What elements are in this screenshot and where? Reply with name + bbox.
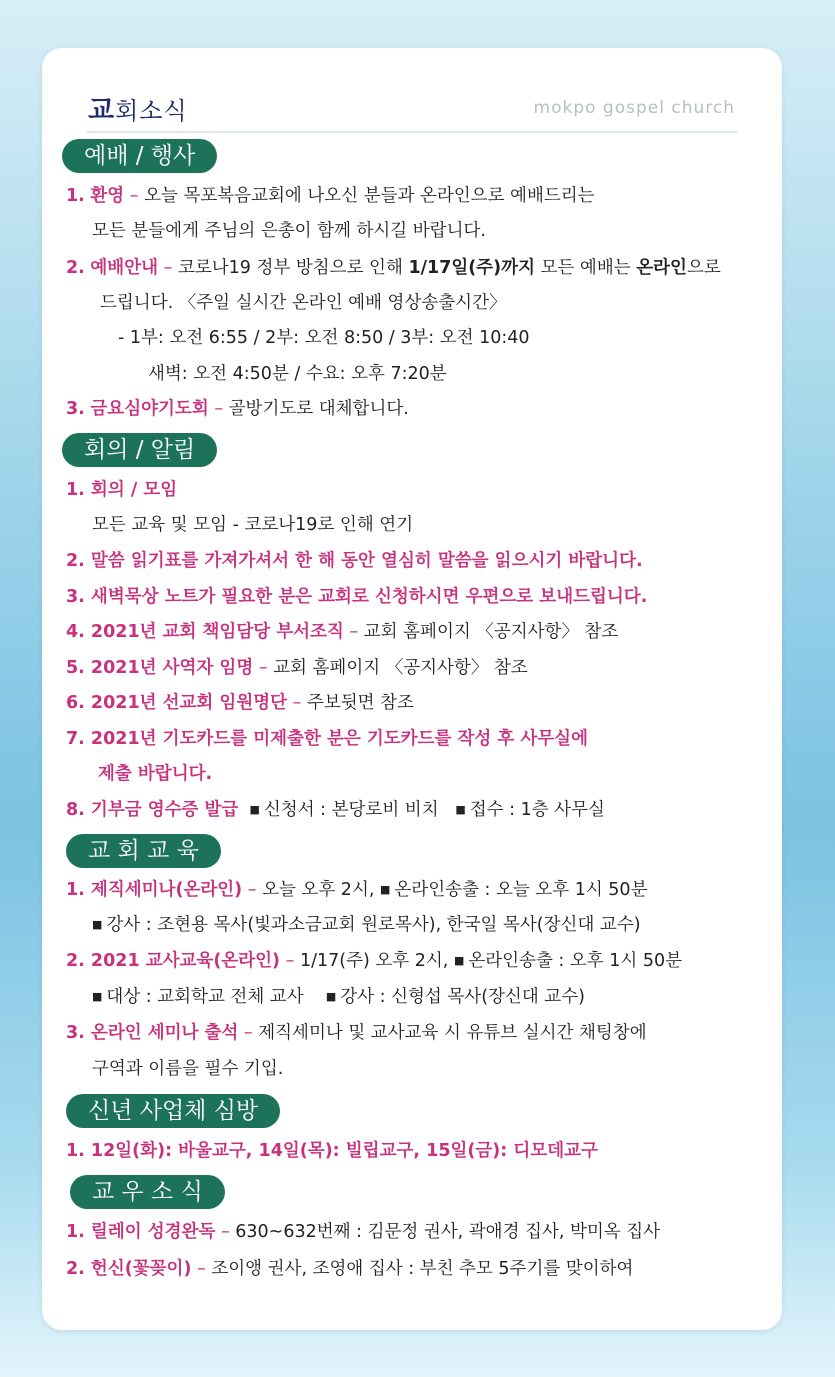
education-item-3: 3. 온라인 세미나 출석 – 제직세미나 및 교사교육 시 유튜브 실시간 채팅창에 [66,1023,647,1043]
meeting-item-8: 8. 기부금 영수증 발급 ■ 신청서 : 본당로비 비치 ■ 접수 : 1층 사무실 [66,800,605,820]
title-initial: 교 [88,95,116,126]
education-item-3-cont: 구역과 이름을 필수 기입. [92,1059,284,1079]
worship-item-2-cont: 드립니다. 〈주일 실시간 온라인 예배 영상송출시간〉 [100,293,507,313]
title-rest: 회소식 [115,97,188,125]
bullet-square-icon: ■ [453,954,465,967]
section-visitation-pill: 신년 사업체 심방 [66,1094,280,1128]
meeting-item-5: 5. 2021년 사역자 임명 – 교회 홈페이지 〈공지사항〉 참조 [66,658,528,678]
page-title [88,88,188,127]
visitation-item-1: 1. 12일(화): 바울교구, 14일(목): 빌립교구, 15일(금): 디모데교구 [66,1141,598,1161]
section-members-pill: 교 우 소 식 [70,1175,225,1209]
section-worship-pill: 예배 / 행사 [62,139,217,173]
meeting-item-3: 3. 새벽묵상 노트가 필요한 분은 교회로 신청하시면 우편으로 보내드립니다. [66,587,648,607]
meeting-item-1: 1. 회의 / 모임 [66,480,178,500]
church-subtitle: mokpo gospel church [533,98,735,118]
worship-times: - 1부: 오전 6:55 / 2부: 오전 8:50 / 3부: 오전 10:40 [118,328,530,348]
meeting-item-7: 7. 2021년 기도카드를 미제출한 분은 기도카드를 작성 후 사무실에 [66,729,588,749]
bullet-square-icon: ■ [325,990,337,1003]
header-divider [86,131,738,133]
bullet-square-icon: ■ [92,990,103,1003]
worship-item-2: 2. 예배안내 – 코로나19 정부 방침으로 인해 1/17일(주)까지 모든 예배는 온라인으로 [66,258,721,278]
meeting-item-4: 4. 2021년 교회 책임담당 부서조직 – 교회 홈페이지 〈공지사항〉 참조 [66,622,619,642]
meeting-item-1-text: 모든 교육 및 모임 - 코로나19로 인해 연기 [92,515,414,535]
meeting-item-6: 6. 2021년 선교회 임원명단 – 주보뒷면 참조 [66,693,414,713]
worship-item-1: 1. 환영 – 오늘 목포복음교회에 나오신 분들과 온라인으로 예배드리는 [66,186,595,206]
meeting-item-2: 2. 말씀 읽기표를 가져가셔서 한 해 동안 열심히 말씀을 읽으시기 바랍니다. [66,551,643,571]
section-education-pill: 교 회 교 육 [66,834,221,868]
education-item-2-cont: ■ 대상 : 교회학교 전체 교사 ■ 강사 : 신형섭 목사(장신대 교수) [92,987,585,1007]
members-item-1: 1. 릴레이 성경완독 – 630~632번째 : 김문정 권사, 곽애경 집사, 박미옥 집사 [66,1222,661,1242]
bullet-square-icon: ■ [249,803,260,816]
worship-item-3: 3. 금요심야기도회 – 골방기도로 대체합니다. [66,399,409,419]
worship-times-2: 새벽: 오전 4:50분 / 수요: 오후 7:20분 [148,364,447,384]
bullet-square-icon: ■ [455,803,466,816]
section-meeting-pill: 회의 / 알림 [62,433,217,467]
members-item-2: 2. 헌신(꽃꽂이) – 조이앵 권사, 조영애 집사 : 부친 추모 5주기를 맞이하여 [66,1259,634,1279]
bullet-square-icon: ■ [92,918,103,931]
education-item-2: 2. 2021 교사교육(온라인) – 1/17(주) 오후 2시, ■ 온라인송출 : 오후 1시 50분 [66,951,683,971]
worship-item-1-cont: 모든 분들에게 주님의 은총이 함께 하시길 바랍니다. [92,221,486,241]
meeting-item-7-cont: 제출 바랍니다. [98,764,213,784]
bullet-square-icon: ■ [380,883,391,896]
education-item-1: 1. 제직세미나(온라인) – 오늘 오후 2시, ■ 온라인송출 : 오늘 오후 1시 50분 [66,880,648,900]
education-item-1-cont: ■ 강사 : 조현용 목사(빛과소금교회 원로목사), 한국일 목사(장신대 교수) [92,915,641,935]
